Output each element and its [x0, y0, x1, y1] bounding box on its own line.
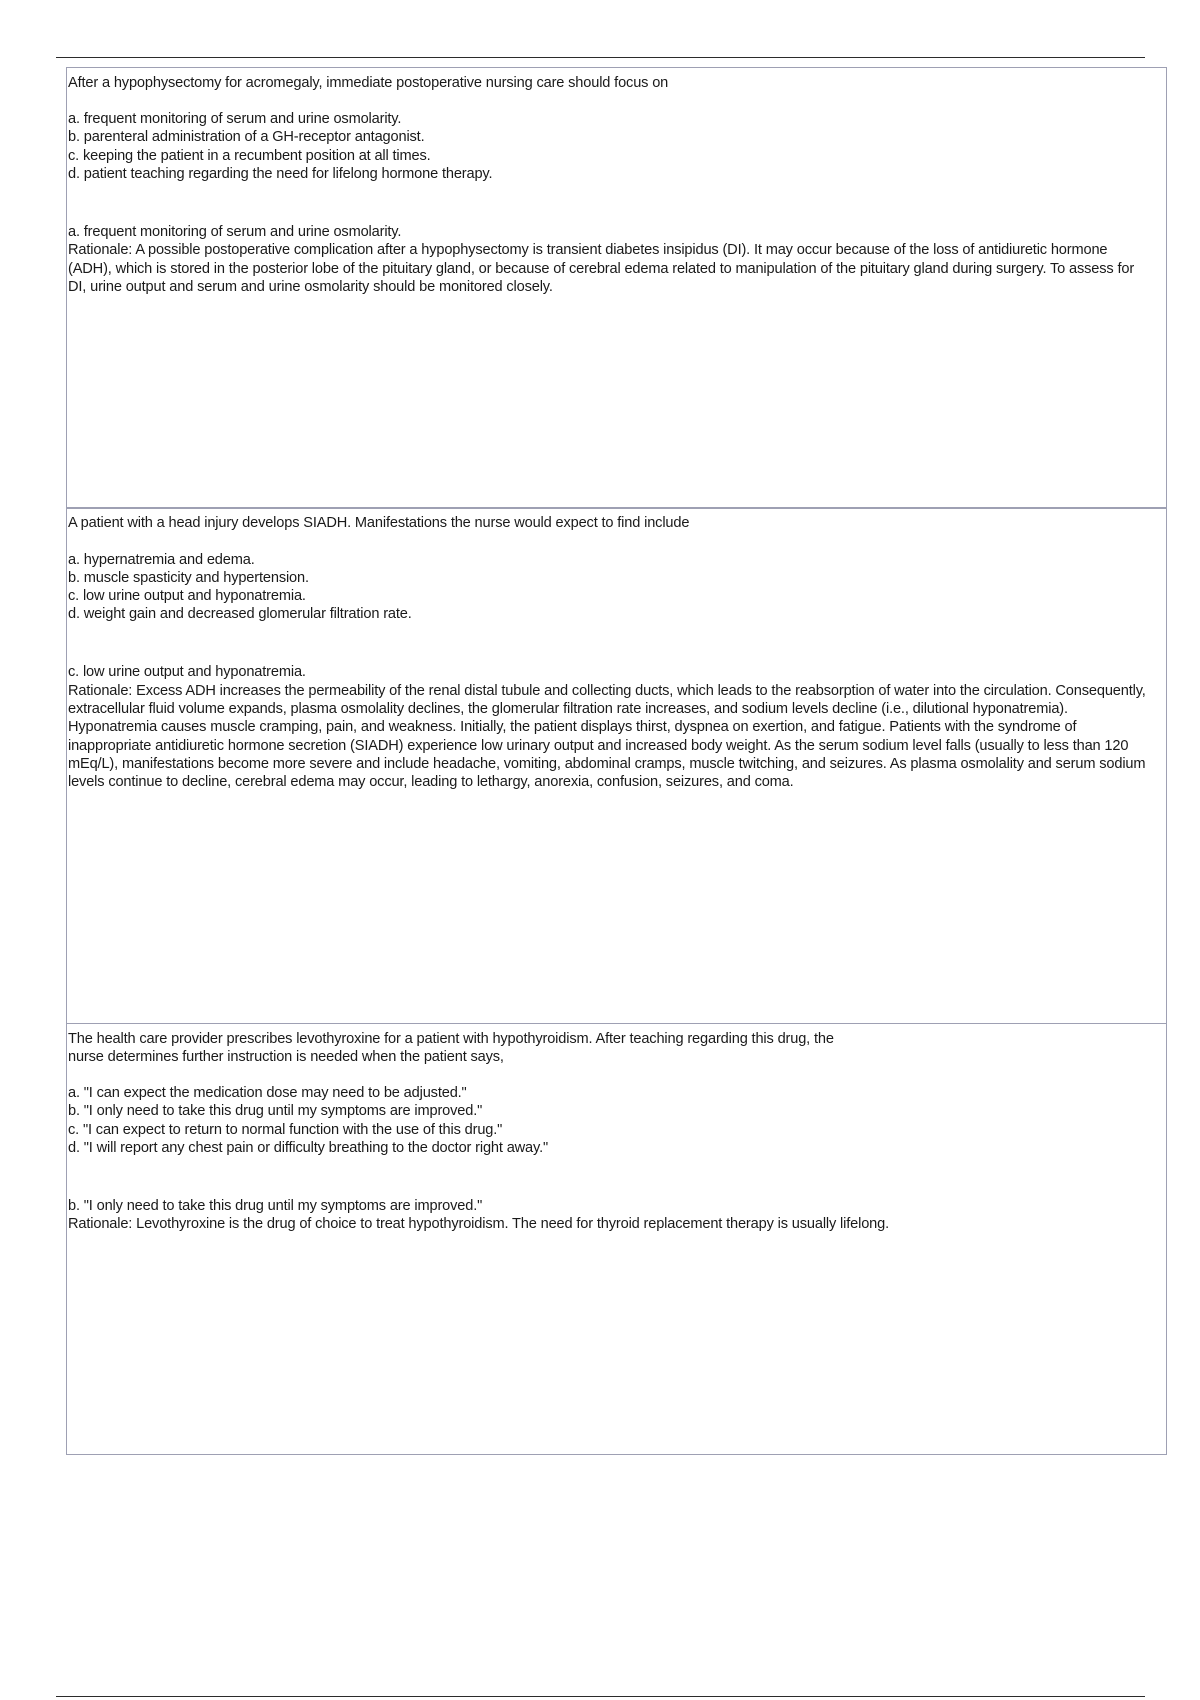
question-text: After a hypophysectomy for acromegaly, immediate postoperative nursing care should focus on: [68, 75, 669, 91]
answer-options: [68, 1084, 1154, 1157]
option-a: a. "I can expect the medication dose may need to be adjusted.": [68, 1085, 467, 1102]
option-a: a. hypernatremia and edema.: [68, 551, 255, 568]
correct-answer: c. low urine output and hyponatremia.: [68, 664, 306, 681]
flashcard: [66, 507, 1167, 1024]
flashcard: [66, 67, 1167, 509]
option-d: d. weight gain and decreased glomerular filtration rate.: [68, 606, 412, 623]
answer-options: [68, 551, 1154, 624]
bottom-rule: [56, 1696, 1145, 1697]
option-b: b. parenteral administration of a GH-receptor antagonist.: [68, 129, 425, 146]
correct-answer: a. frequent monitoring of serum and urine osmolarity.: [68, 224, 402, 241]
rationale-text: Rationale: Excess ADH increases the permeability of the renal distal tubule and collecting ducts, which leads to the reabsorption of water into the circulation. Consequently, extracellular fluid volume expands, plasma osmolality declines, the glomerular filtration rate increases, and sodium levels decline (i.e., dilutional hyponatremia). Hyponatremia causes muscle cramping, pain, and weakness. Initially, the patient displays thirst, dyspnea on exertion, and fatigue. Patients with the syndrome of inappropriate antidiuretic hormone secretion (SIADH) experience low urinary output and increased body weight. As the serum sodium level falls (usually to less than 120 mEq/L), manifestations become more severe and include headache, vomiting, abdominal cramps, muscle twitching, and seizures. As plasma osmolality and serum sodium levels continue to decline, cerebral edema may occur, leading to lethargy, anorexia, confusion, seizures, and coma.: [68, 682, 1146, 791]
flashcard: [66, 1023, 1167, 1455]
correct-answer: b. "I only need to take this drug until my symptoms are improved.": [68, 1198, 483, 1215]
option-a: a. frequent monitoring of serum and urine osmolarity.: [68, 111, 402, 128]
option-c: c. keeping the patient in a recumbent position at all times.: [68, 147, 431, 164]
option-c: c. low urine output and hyponatremia.: [68, 588, 306, 605]
question-text: A patient with a head injury develops SIADH. Manifestations the nurse would expect to find include: [68, 515, 690, 532]
option-d: d. "I will report any chest pain or difficulty breathing to the doctor right away.": [68, 1139, 549, 1156]
option-d: d. patient teaching regarding the need for lifelong hormone therapy.: [68, 165, 493, 182]
option-b: b. muscle spasticity and hypertension.: [68, 569, 309, 586]
rationale-text: Rationale: Levothyroxine is the drug of choice to treat hypothyroidism. The need for thyroid replacement therapy is usually lifelong.: [68, 1216, 890, 1233]
top-rule: [56, 57, 1145, 58]
option-c: c. "I can expect to return to normal function with the use of this drug.": [68, 1121, 503, 1138]
question-text-line-1: The health care provider prescribes levothyroxine for a patient with hypothyroidism. After teaching regarding this drug, the: [68, 1030, 834, 1047]
question-text-line-2: nurse determines further instruction is needed when the patient says,: [68, 1049, 504, 1066]
option-b: b. "I only need to take this drug until my symptoms are improved.": [68, 1103, 483, 1120]
rationale-text: Rationale: A possible postoperative complication after a hypophysectomy is transient diabetes insipidus (DI). It may occur because of the loss of antidiuretic hormone (ADH), which is stored in the posterior lobe of the pituitary gland, or because of cerebral edema related to manipulation of the pituitary gland during surgery. To assess for DI, urine output and serum and urine osmolarity should be monitored closely.: [68, 242, 1135, 295]
answer-options: [68, 110, 1154, 183]
flashcard-list: [66, 67, 1167, 1455]
